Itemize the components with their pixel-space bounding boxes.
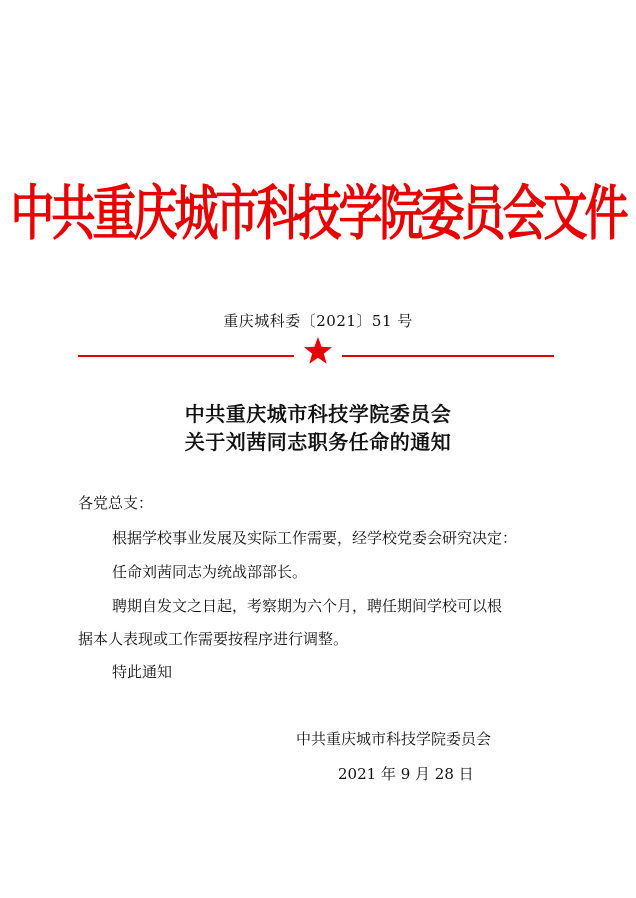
red-divider-right xyxy=(342,355,554,357)
closing-text: 特此通知 xyxy=(112,663,173,681)
salutation: 各党总支： xyxy=(78,494,154,512)
issuer-signature: 中共重庆城市科技学院委员会 xyxy=(296,730,492,748)
document-number: 重庆城科委〔2021〕51 号 xyxy=(223,312,413,330)
paragraph-term-line-2: 据本人表现或工作需要按程序进行调整。 xyxy=(78,630,349,648)
paragraph-term-line-1: 聘期自发文之日起，考察期为六个月，聘任期间学校可以根 xyxy=(112,597,503,615)
paragraph-decision: 根据学校事业发展及实际工作需要，经学校党委会研究决定： xyxy=(112,529,518,547)
star-icon xyxy=(302,335,334,367)
issue-date: 2021 年 9 月 28 日 xyxy=(338,765,474,783)
notice-title xyxy=(0,400,636,456)
title-line-1: 中共重庆城市科技学院委员会 xyxy=(184,402,452,426)
title-line-2: 关于刘茜同志职务任命的通知 xyxy=(184,430,452,454)
paragraph-appointment: 任命刘茜同志为统战部部长。 xyxy=(112,563,308,581)
red-divider-left xyxy=(78,355,294,357)
document-masthead: 中共重庆城市科技学院委员会文件 xyxy=(10,180,626,249)
